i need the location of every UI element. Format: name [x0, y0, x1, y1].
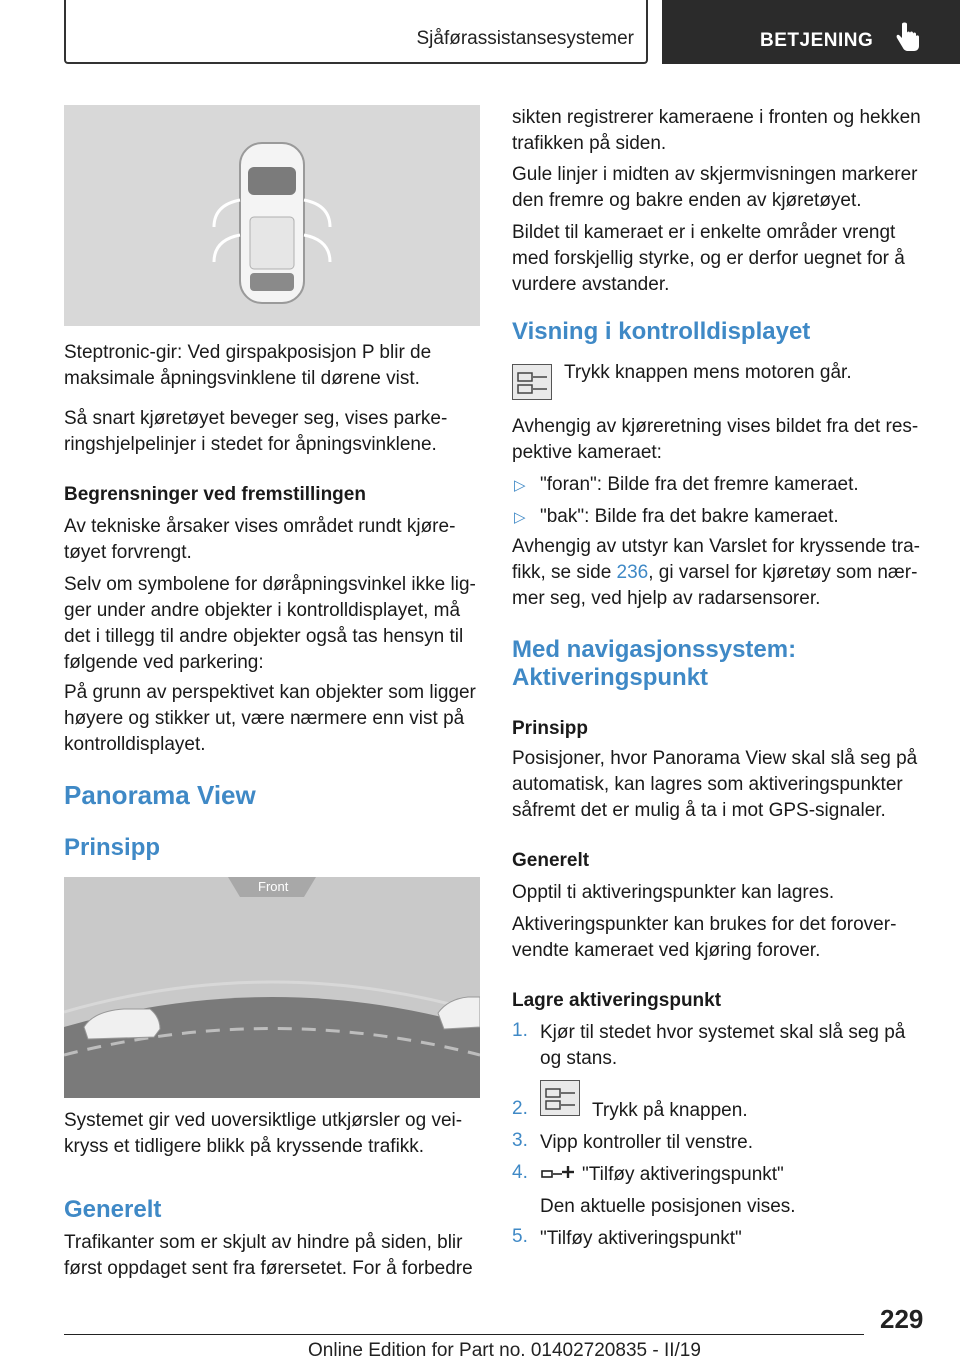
text-line: Gule linjer i midten av skjermvisningen markerer — [512, 164, 918, 185]
text-line: Av tekniske årsaker vises området rundt kjøre- — [64, 516, 456, 537]
text-line: først oppdaget sent fra førersetet. For å forbedre — [64, 1258, 473, 1279]
panorama-view-figure — [64, 877, 480, 1098]
step-5: "Tilføy aktiveringspunkt" — [540, 1228, 742, 1249]
car-top-view-illustration — [64, 105, 480, 326]
press-button-text: Trykk knappen mens motoren går. — [564, 362, 852, 383]
step-number: 3. — [512, 1130, 528, 1151]
text-line: ringshjelpelinjer i stedet for åpningsvinklene. — [64, 434, 437, 455]
text-line: vurdere avstander. — [512, 274, 670, 295]
step-number: 1. — [512, 1020, 528, 1041]
paragraph-positions — [512, 746, 917, 824]
step-number: 4. — [512, 1162, 528, 1183]
text-line: Systemet gir ved uoversiktlige utkjørsler og vei- — [64, 1110, 463, 1131]
paragraph-direction — [512, 414, 918, 466]
paragraph-yellow-lines — [512, 162, 917, 214]
text-line: tøyet forvrengt. — [64, 542, 192, 563]
heading-line: Med navigasjonssystem: — [512, 636, 797, 663]
paragraph-cameras — [512, 105, 921, 157]
step-3: Vipp kontroller til venstre. — [540, 1132, 753, 1153]
page-number: 229 — [880, 1304, 924, 1334]
text-line: og stans. — [540, 1048, 618, 1069]
heading-limitations: Begrensninger ved fremstillingen — [64, 484, 366, 505]
text-line: vendte kameraet ved kjøring forover. — [512, 940, 821, 961]
edition-text: Online Edition for Part no. 01402720835 - II/19 — [308, 1340, 701, 1361]
heading-principle-right: Prinsipp — [512, 718, 589, 739]
text-line: Avhengig av utstyr kan Varslet for kryssende tra- — [512, 536, 920, 557]
paragraph-image-distortion — [512, 220, 905, 298]
paragraph-distortion — [64, 514, 455, 566]
paragraph-perspective — [64, 680, 476, 758]
bullet-triangle-icon: ▷ — [514, 509, 526, 526]
panorama-road-illustration — [64, 877, 480, 1098]
text-line: , gi varsel for kjøretøy som nær- — [648, 562, 918, 583]
paragraph-cross-traffic — [512, 534, 920, 612]
section-title: Sjåførassistansesystemer — [416, 28, 634, 49]
page-link-236[interactable]: 236 — [616, 562, 649, 583]
step-number: 2. — [512, 1098, 528, 1119]
paragraph-door-symbols — [64, 572, 476, 676]
chapter-title: BETJENING — [760, 30, 874, 51]
text-line: Trafikanter som er skjult av hindre på siden, blir — [64, 1232, 463, 1253]
text-line: mer seg, ved hjelp av radarsensorer. — [512, 588, 821, 609]
heading-panorama-view: Panorama View — [64, 780, 256, 810]
heading-general: Generelt — [64, 1196, 162, 1223]
paragraph-road-users — [64, 1230, 473, 1282]
step-2: Trykk på knappen. — [592, 1100, 748, 1121]
text-line: kryss et tidligere blikk på kryssende trafikk. — [64, 1136, 425, 1157]
text-line: den fremre og bakre enden av kjøretøyet. — [512, 190, 862, 211]
bullet-front: "foran": Bilde fra det fremre kameraet. — [540, 474, 859, 495]
step-number: 5. — [512, 1226, 528, 1247]
text-line: På grunn av perspektivet kan objekter som ligger — [64, 682, 476, 703]
text-line: ger under andre objekter i kontrolldisplayet, må — [64, 600, 461, 621]
paragraph-up-to-ten: Opptil ti aktiveringspunkter kan lagres. — [512, 882, 835, 903]
step-1 — [540, 1020, 905, 1072]
text-line: Bildet til kameraet er i enkelte områder vrengt — [512, 222, 896, 243]
chapter-tab — [662, 0, 960, 64]
text-line: med forskjellig styrke, og er derfor uegnet for å — [512, 248, 905, 269]
bullet-triangle-icon: ▷ — [514, 477, 526, 494]
pointing-hand-icon — [895, 22, 921, 52]
text-line: kontrolldisplayet. — [64, 734, 206, 755]
paragraph-parking-lines — [64, 406, 447, 458]
door-opening-figure — [64, 105, 480, 326]
text-line: følgende ved parkering: — [64, 652, 264, 673]
add-camera-point-icon — [540, 1162, 576, 1186]
text-line: Kjør til stedet hvor systemet skal slå seg på — [540, 1022, 906, 1043]
text-line: fikk, se side — [512, 562, 617, 583]
text-line: maksimale åpningsvinklene til dørene vist. — [64, 368, 420, 389]
text-line: Selv om symbolene for døråpningsvinkel ikke lig- — [64, 574, 476, 595]
text-line: det i tillegg til andre objekter også tas hensyn til — [64, 626, 464, 647]
heading-navigation — [512, 636, 796, 692]
paragraph-forward-camera — [512, 912, 896, 964]
step-4-menu: "Tilføy aktiveringspunkt" — [582, 1164, 784, 1185]
text-line: sikten registrerer kameraene i fronten og hekken — [512, 107, 921, 128]
heading-general-right: Generelt — [512, 850, 590, 871]
heading-display: Visning i kontrolldisplayet — [512, 318, 811, 345]
heading-principle: Prinsipp — [64, 834, 161, 861]
text-line: Så snart kjøretøyet beveger seg, vises parke- — [64, 408, 448, 429]
text-line: Steptronic-gir: Ved girspakposisjon P blir de — [64, 342, 432, 363]
paragraph-steptronic — [64, 340, 431, 392]
text-line: trafikken på siden. — [512, 133, 667, 154]
footer-divider — [64, 1334, 864, 1335]
camera-button-icon — [512, 364, 552, 400]
front-label: Front — [258, 879, 289, 894]
text-line: såfremt det er mulig å ta i mot GPS-signaler. — [512, 800, 886, 821]
text-line: Posisjoner, hvor Panorama View skal slå seg på — [512, 748, 918, 769]
text-line: høyere og stikker ut, være nærmere enn vist på — [64, 708, 465, 729]
text-line: Aktiveringspunkter kan brukes for det forover- — [512, 914, 897, 935]
text-line: Avhengig av kjøreretning vises bildet fra det res- — [512, 416, 919, 437]
text-line: pektive kameraet: — [512, 442, 662, 463]
camera-button-icon — [540, 1080, 580, 1116]
running-header — [64, 0, 648, 64]
bullet-rear: "bak": Bilde fra det bakre kameraet. — [540, 506, 839, 527]
paragraph-system-earlier-view — [64, 1108, 462, 1160]
heading-line: Aktiveringspunkt — [512, 664, 709, 691]
text-line: automatisk, kan lagres som aktiveringspunkter — [512, 774, 903, 795]
step-4-result: Den aktuelle posisjonen vises. — [540, 1196, 796, 1217]
heading-save-point: Lagre aktiveringspunkt — [512, 990, 722, 1011]
